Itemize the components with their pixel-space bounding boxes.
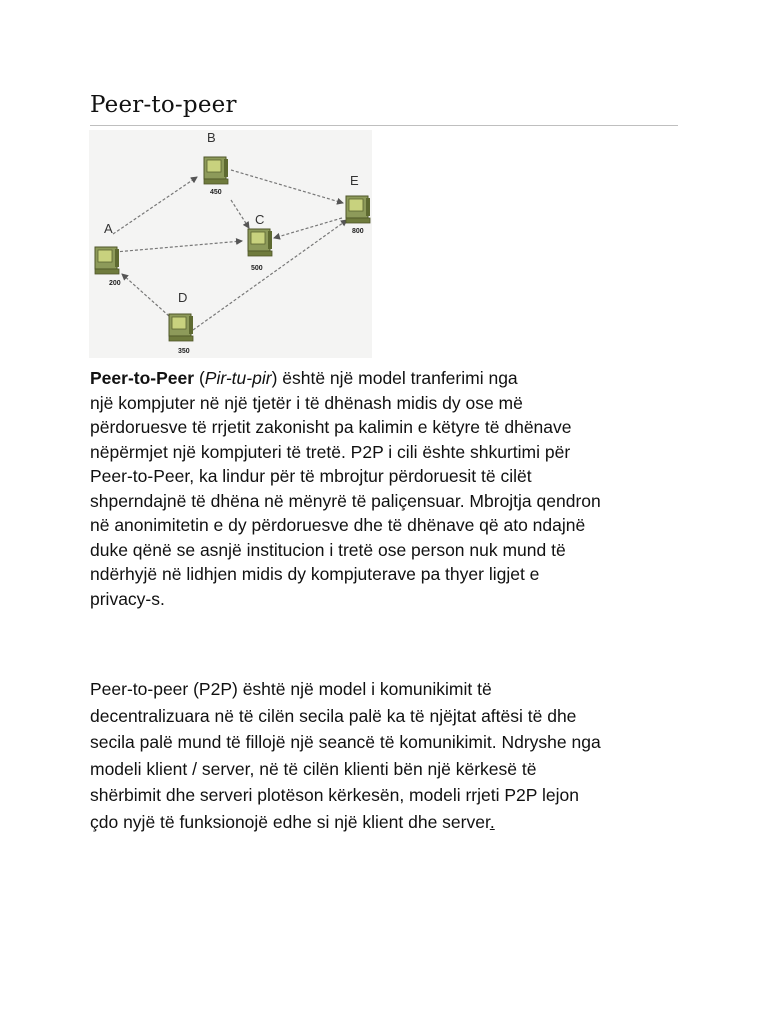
link-a-to-b [113, 177, 197, 234]
node-d-letter: D [178, 290, 188, 305]
paragraph-line: nëpërmjet një kompjuteri të tretë. P2P i cili ështe shkurtimi për [90, 441, 571, 462]
line1-rest: ) është një model tranferimi nga [271, 368, 518, 388]
term-albanian-italic: Pir-tu-pir [204, 368, 272, 388]
paragraph-line: Peer-to-Peer, ka lindur për të mbrojtur përdoruesit të cilët [90, 466, 532, 486]
paragraph-line: duke qënë se asnjë institucion i tretë ose person nuk mund të [90, 539, 566, 560]
paragraph-line: modeli klient / server, në të cilën klienti bën një kërkesë të [90, 758, 537, 779]
p2p-network-diagram [89, 130, 372, 358]
paragraph-line: ndërhyjë në lidhjen midis dy kompjuterave pa thyer ligjet e [90, 564, 540, 584]
link-a-to-c [115, 241, 242, 252]
node-e-letter: E [350, 173, 359, 188]
link-d-to-a [122, 274, 169, 316]
page-title: Peer-to-peer [90, 92, 237, 118]
link-e-to-c [274, 218, 342, 238]
computer-icon [346, 196, 370, 223]
paragraph-line: Peer-to-peer (P2P) është një model i komunikimit të [90, 679, 492, 699]
last-line-text: çdo nyjë të funksionojë edhe si një klient dhe server [90, 811, 490, 832]
node-c-value: 500 [251, 265, 263, 272]
node-b-letter: B [207, 130, 216, 145]
trailing-period-link[interactable]: . [489, 811, 495, 832]
paragraph-line: shperndajnë të dhëna në mënyrë të paliçensuar. Mbrojtja qendron [90, 490, 601, 511]
node-d [169, 290, 193, 355]
paragraph-line: përdoruesve të rrjetit zakonisht pa kalimin e këtyre të dhënave [90, 417, 572, 437]
computer-icon [169, 314, 193, 341]
node-a [95, 221, 121, 287]
paragraph-line: një kompjuter në një tjetër i të dhënash midis dy ose më [90, 392, 523, 413]
paragraph-line: secila palë mund të fillojë një seancë të komunikimit. Ndryshe nga [90, 732, 601, 753]
term-bold: Peer-to-Peer [90, 368, 195, 388]
computer-icon [204, 157, 228, 184]
node-c [248, 212, 272, 272]
p2p-diagram-svg [89, 130, 372, 358]
node-c-letter: C [255, 212, 265, 227]
node-b [204, 130, 228, 196]
paragraph-line: në anonimitetin e dy përdoruesve dhe të dhënave që ato ndajnë [90, 515, 586, 535]
node-e-value: 800 [352, 228, 364, 235]
link-b-to-c [231, 200, 249, 228]
node-e [346, 173, 370, 235]
paragraph-line: privacy-s. [90, 588, 165, 609]
definition-paragraph [90, 366, 690, 611]
link-b-to-e [231, 170, 343, 203]
node-a-letter: A [104, 221, 113, 236]
node-b-value: 450 [210, 189, 222, 196]
paragraph-line [90, 809, 710, 836]
computer-icon [95, 247, 119, 274]
paragraph-line: decentralizuara në të cilën secila palë ka të njëjtat aftësi të dhe [90, 705, 577, 726]
description-paragraph [90, 676, 710, 836]
paren-open: ( [194, 368, 205, 388]
paragraph-line: shërbimit dhe serveri plotëson kërkesën, modeli rrjeti P2P lejon [90, 785, 579, 806]
computer-icon [248, 229, 272, 256]
paragraph-line [90, 366, 690, 391]
title-divider [90, 125, 678, 126]
node-a-value: 200 [109, 280, 121, 287]
node-d-value: 350 [178, 348, 190, 355]
